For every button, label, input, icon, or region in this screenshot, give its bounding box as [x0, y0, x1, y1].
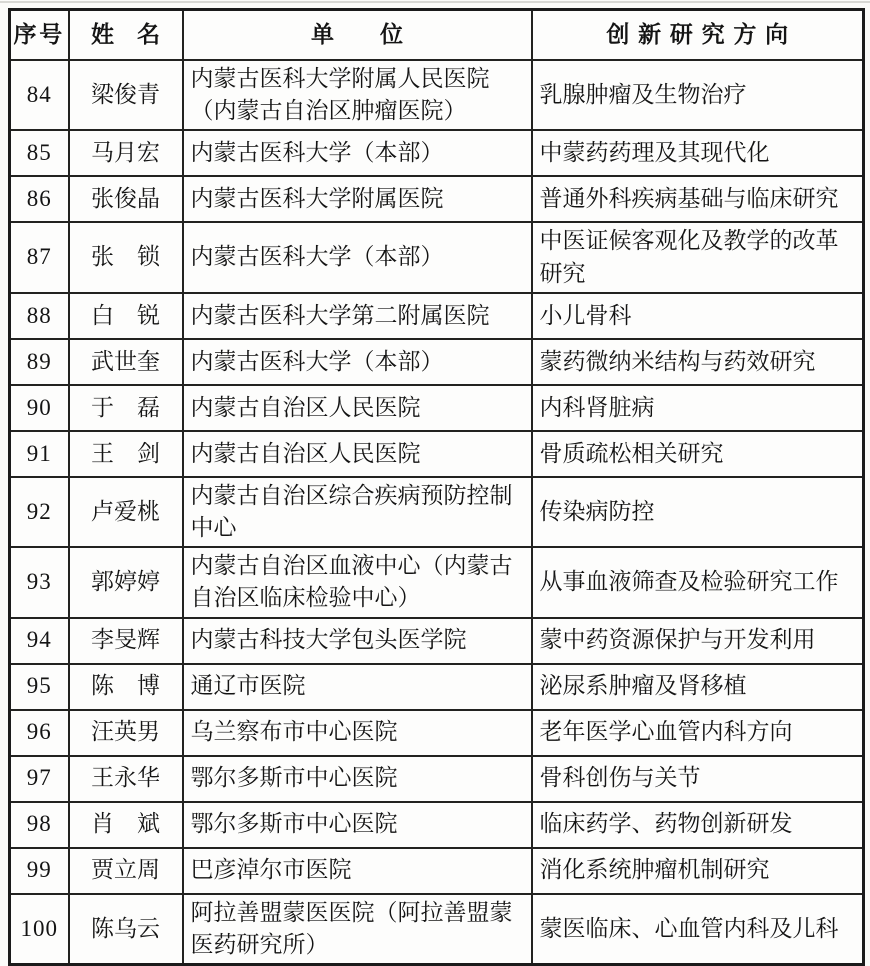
- serial-number-cell: 91: [10, 431, 69, 477]
- serial-number-cell: 100: [10, 894, 69, 965]
- organization-cell: 乌兰察布市中心医院: [183, 710, 532, 756]
- table-row: [10, 222, 864, 292]
- column-header-research-direction: 创新研究方向: [532, 10, 864, 61]
- research-direction-cell: 消化系统肿瘤机制研究: [532, 848, 864, 894]
- researcher-roster-table: [8, 8, 865, 966]
- name-cell: 马月宏: [69, 130, 183, 176]
- table-row: [10, 385, 864, 431]
- name-cell: 武世奎: [69, 339, 183, 385]
- column-header-organization: 单 位: [183, 10, 532, 61]
- research-direction-cell: 临床药学、药物创新研发: [532, 802, 864, 848]
- name-cell: 张俊晶: [69, 176, 183, 222]
- organization-cell: 内蒙古医科大学第二附属医院: [183, 293, 532, 339]
- organization-cell: 内蒙古医科大学（本部）: [183, 339, 532, 385]
- name-cell: 陈 博: [69, 664, 183, 710]
- research-direction-cell: 普通外科疾病基础与临床研究: [532, 176, 864, 222]
- organization-cell: 内蒙古自治区人民医院: [183, 431, 532, 477]
- organization-cell: 阿拉善盟蒙医医院（阿拉善盟蒙医药研究所）: [183, 894, 532, 965]
- name-cell: 肖 斌: [69, 802, 183, 848]
- name-cell: 贾立周: [69, 848, 183, 894]
- table-row: [10, 60, 864, 130]
- organization-cell: 巴彦淖尔市医院: [183, 848, 532, 894]
- serial-number-cell: 89: [10, 339, 69, 385]
- research-direction-cell: 从事血液筛查及检验研究工作: [532, 547, 864, 617]
- table-row: [10, 547, 864, 617]
- table-row: [10, 477, 864, 547]
- serial-number-cell: 86: [10, 176, 69, 222]
- research-direction-cell: 蒙药微纳米结构与药效研究: [532, 339, 864, 385]
- name-cell: 陈乌云: [69, 894, 183, 965]
- serial-number-cell: 95: [10, 664, 69, 710]
- serial-number-cell: 97: [10, 756, 69, 802]
- name-cell: 白 锐: [69, 293, 183, 339]
- name-cell: 卢爱桃: [69, 477, 183, 547]
- research-direction-cell: 泌尿系肿瘤及肾移植: [532, 664, 864, 710]
- name-cell: 王 剑: [69, 431, 183, 477]
- organization-cell: 内蒙古医科大学（本部）: [183, 130, 532, 176]
- table-row: [10, 664, 864, 710]
- organization-cell: 鄂尔多斯市中心医院: [183, 756, 532, 802]
- serial-number-cell: 85: [10, 130, 69, 176]
- serial-number-cell: 98: [10, 802, 69, 848]
- name-cell: 张 锁: [69, 222, 183, 292]
- table-row: [10, 339, 864, 385]
- serial-number-cell: 96: [10, 710, 69, 756]
- name-cell: 汪英男: [69, 710, 183, 756]
- research-direction-cell: 内科肾脏病: [532, 385, 864, 431]
- serial-number-cell: 93: [10, 547, 69, 617]
- name-cell: 李旻辉: [69, 618, 183, 664]
- research-direction-cell: 中医证候客观化及教学的改革研究: [532, 222, 864, 292]
- table-row: [10, 802, 864, 848]
- table-row: [10, 130, 864, 176]
- table-row: [10, 848, 864, 894]
- research-direction-cell: 蒙医临床、心血管内科及儿科: [532, 894, 864, 965]
- serial-number-cell: 87: [10, 222, 69, 292]
- organization-cell: 内蒙古自治区人民医院: [183, 385, 532, 431]
- organization-cell: 内蒙古医科大学附属人民医院（内蒙古自治区肿瘤医院）: [183, 60, 532, 130]
- research-direction-cell: 蒙中药资源保护与开发利用: [532, 618, 864, 664]
- organization-cell: 内蒙古自治区血液中心（内蒙古自治区临床检验中心）: [183, 547, 532, 617]
- serial-number-cell: 99: [10, 848, 69, 894]
- research-direction-cell: 传染病防控: [532, 477, 864, 547]
- name-cell: 梁俊青: [69, 60, 183, 130]
- table-row: [10, 293, 864, 339]
- serial-number-cell: 94: [10, 618, 69, 664]
- scan-edge-artifact: [0, 1, 870, 3]
- organization-cell: 内蒙古自治区综合疾病预防控制中心: [183, 477, 532, 547]
- table-row: [10, 176, 864, 222]
- table-row: [10, 756, 864, 802]
- column-header-serial-number: 序号: [10, 10, 69, 61]
- table-header-row: [10, 10, 864, 61]
- organization-cell: 通辽市医院: [183, 664, 532, 710]
- name-cell: 于 磊: [69, 385, 183, 431]
- serial-number-cell: 90: [10, 385, 69, 431]
- name-cell: 郭婷婷: [69, 547, 183, 617]
- organization-cell: 内蒙古医科大学附属医院: [183, 176, 532, 222]
- organization-cell: 内蒙古医科大学（本部）: [183, 222, 532, 292]
- table-row: [10, 618, 864, 664]
- research-direction-cell: 骨质疏松相关研究: [532, 431, 864, 477]
- table-row: [10, 710, 864, 756]
- research-direction-cell: 老年医学心血管内科方向: [532, 710, 864, 756]
- serial-number-cell: 92: [10, 477, 69, 547]
- research-direction-cell: 小儿骨科: [532, 293, 864, 339]
- serial-number-cell: 88: [10, 293, 69, 339]
- serial-number-cell: 84: [10, 60, 69, 130]
- research-direction-cell: 骨科创伤与关节: [532, 756, 864, 802]
- organization-cell: 鄂尔多斯市中心医院: [183, 802, 532, 848]
- organization-cell: 内蒙古科技大学包头医学院: [183, 618, 532, 664]
- table-row: [10, 431, 864, 477]
- research-direction-cell: 中蒙药药理及其现代化: [532, 130, 864, 176]
- column-header-name: 姓 名: [69, 10, 183, 61]
- name-cell: 王永华: [69, 756, 183, 802]
- research-direction-cell: 乳腺肿瘤及生物治疗: [532, 60, 864, 130]
